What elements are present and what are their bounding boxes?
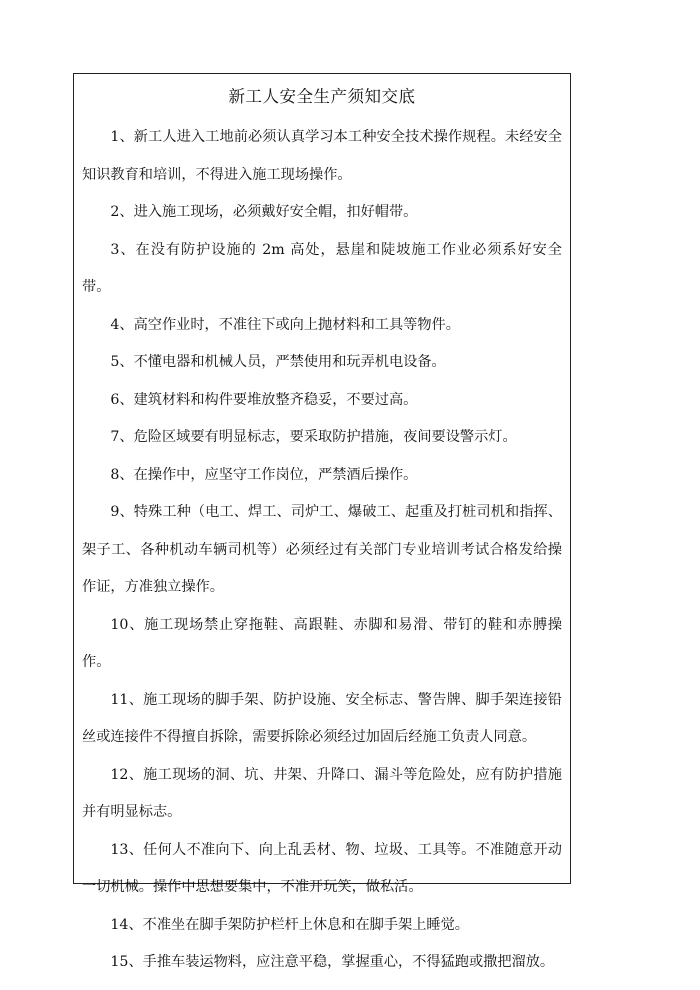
- rule-item-4: 4、高空作业时，不准往下或向上抛材料和工具等物件。: [110, 316, 460, 333]
- rule-item-8: 8、在操作中，应坚守工作岗位，严禁酒后操作。: [110, 466, 418, 483]
- rules-list: [74, 119, 570, 982]
- document-frame: [73, 73, 571, 970]
- rule-item-5: 5、不懂电器和机械人员，严禁使用和玩弄机电设备。: [110, 354, 446, 370]
- rule-item-1: 1、新工人进入工地前必须认真学习本工种安全技术操作规程。未经安全知识教育和培训，不得进入施工现场操作。: [82, 129, 562, 183]
- rule-item-12: 12、施工现场的洞、坑、井架、升降口、漏斗等危险处，应有防护措施并有明显标志。: [82, 766, 562, 820]
- rule-item-7: 7、危险区域要有明显标志，要采取防护措施，夜间要设警示灯。: [110, 429, 517, 445]
- rule-item-9: 9、特殊工种（电工、焊工、司炉工、爆破工、起重及打桩司机和指挥、架子工、各种机动车辆司机等）必须经过有关部门专业培训考试合格发给操作证，方准独立操作。: [82, 504, 562, 595]
- rule-item-10: 10、施工现场禁止穿拖鞋、高跟鞋、赤脚和易滑、带钉的鞋和赤膊操作。: [82, 616, 562, 670]
- rule-item-15: 15、手推车装运物料，应注意平稳，掌握重心，不得猛跑或撒把溜放。: [110, 954, 555, 970]
- rule-item-13: 13、任何人不准向下、向上乱丢材、物、垃圾、工具等。不准随意开动一切机械。操作中思想要集中，不准开玩笑，做私活。: [82, 841, 562, 895]
- rule-item-11: 11、施工现场的脚手架、防护设施、安全标志、警告牌、脚手架连接铅丝或连接件不得擅自拆除，需要拆除必须经过加固后经施工负责人同意。: [82, 691, 562, 745]
- document-title: 新工人安全生产须知交底: [228, 87, 416, 106]
- rule-item-2: 2、进入施工现场，必须戴好安全帽，扣好帽带。: [110, 204, 418, 220]
- rule-item-6: 6、建筑材料和构件要堆放整齐稳妥，不要过高。: [110, 391, 418, 408]
- rule-item-3: 3、在没有防护设施的 2m 高处，悬崖和陡坡施工作业必须系好安全带。: [82, 241, 562, 295]
- rule-item-14: 14、不准坐在脚手架防护栏杆上休息和在脚手架上睡觉。: [110, 916, 469, 933]
